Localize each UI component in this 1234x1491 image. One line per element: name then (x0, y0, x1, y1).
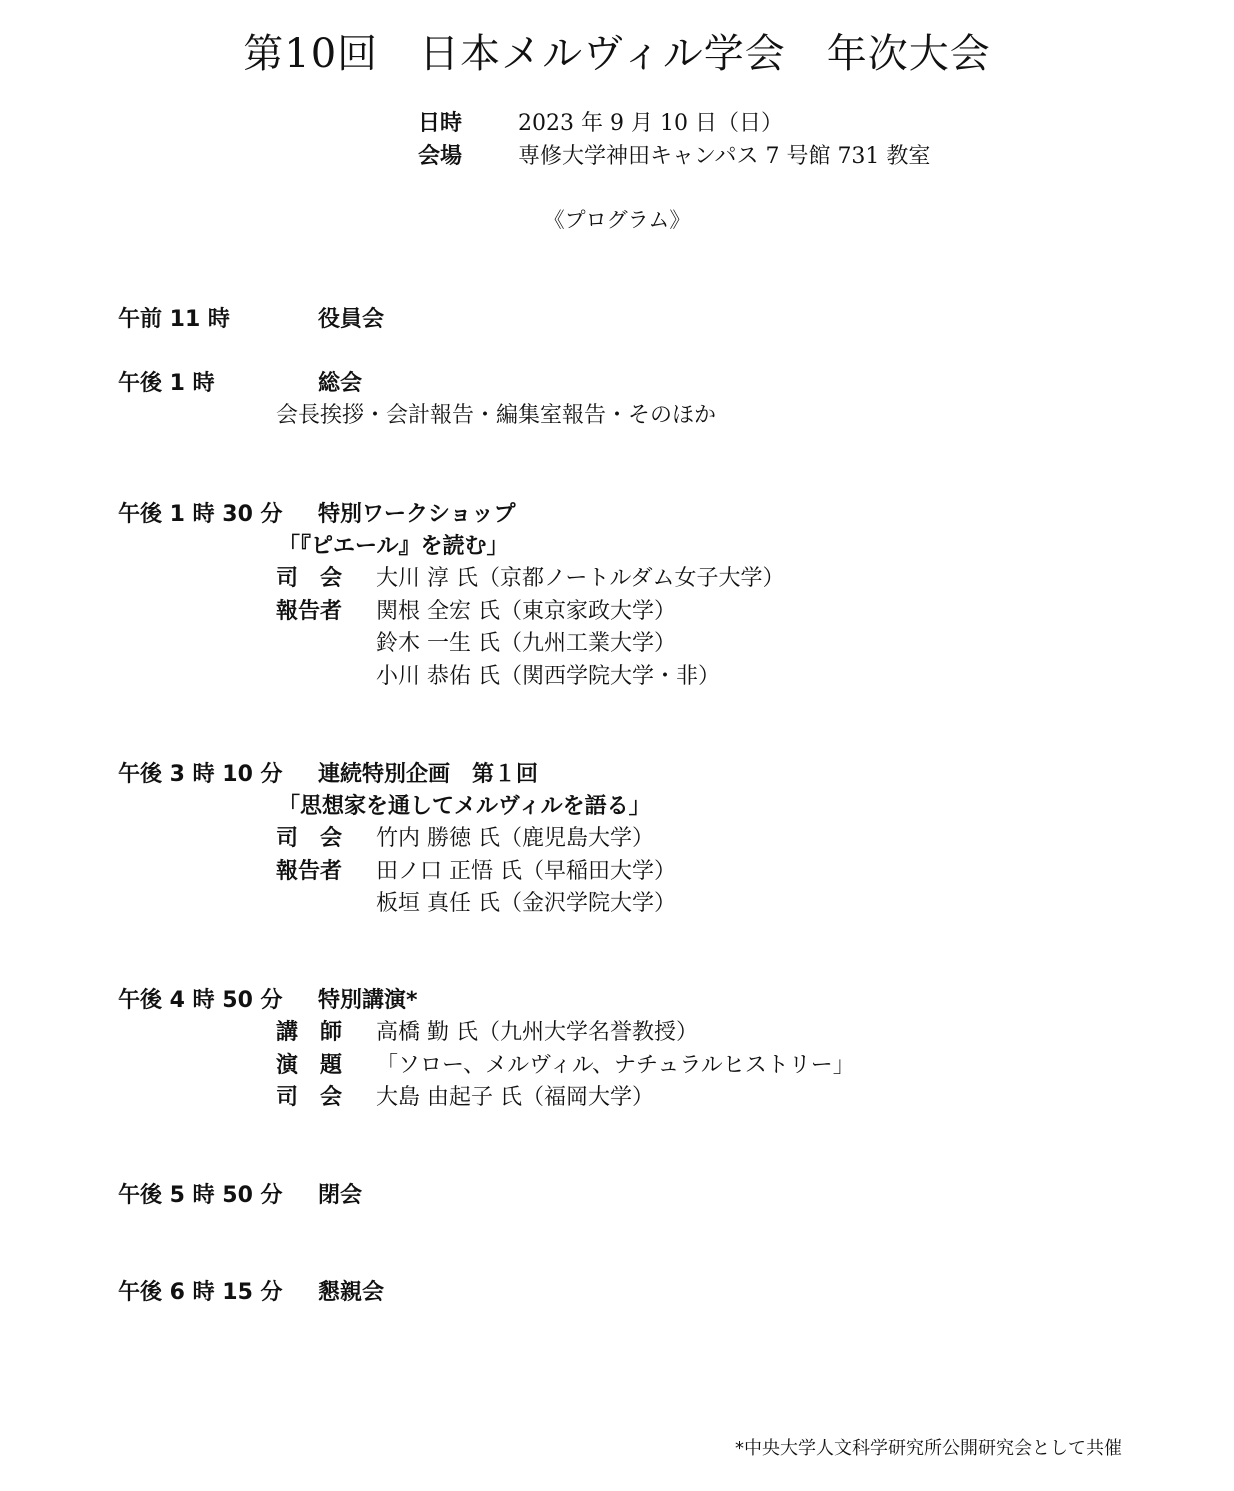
schedule-time: 午後 6 時 15 分 (118, 1280, 283, 1305)
date-label: 日時 (418, 111, 463, 136)
venue-label: 会場 (418, 144, 463, 169)
role-label: 司 会 (276, 826, 343, 851)
program-heading: 《プログラム》 (543, 208, 691, 232)
role-person: 田ノ口 正悟 氏（早稲田大学） (376, 859, 676, 884)
role-label: 司 会 (276, 1085, 343, 1110)
role-person: 小川 恭佑 氏（関西学院大学・非） (376, 664, 720, 689)
role-label: 報告者 (276, 859, 343, 884)
schedule-title: 懇親会 (318, 1280, 385, 1305)
role-person: 竹内 勝徳 氏（鹿児島大学） (376, 826, 654, 851)
role-label: 講 師 (276, 1020, 343, 1045)
date-value: 2023 年 9 月 10 日（日） (518, 111, 783, 136)
schedule-subtitle: 「『ピエール』を読む」 (278, 534, 509, 559)
schedule-title: 特別講演* (318, 988, 418, 1013)
schedule-title: 特別ワークショップ (318, 502, 516, 527)
role-person: 大川 淳 氏（京都ノートルダム女子大学） (376, 566, 785, 591)
schedule-time: 午後 1 時 (118, 371, 215, 396)
role-person: 大島 由起子 氏（福岡大学） (376, 1085, 654, 1110)
schedule-detail: 会長挨拶・会計報告・編集室報告・そのほか (276, 403, 717, 428)
schedule-title: 総会 (318, 371, 363, 396)
schedule-title: 閉会 (318, 1183, 363, 1208)
page-title: 第10回 日本メルヴィル学会 年次大会 (243, 31, 991, 77)
role-label: 司 会 (276, 566, 343, 591)
schedule-time: 午後 4 時 50 分 (118, 988, 283, 1013)
role-label: 報告者 (276, 599, 343, 624)
role-person: 「ソロー、メルヴィル、ナチュラルヒストリー」 (376, 1053, 855, 1078)
schedule-time: 午前 11 時 (118, 307, 230, 332)
role-person: 鈴木 一生 氏（九州工業大学） (376, 631, 676, 656)
schedule-time: 午後 1 時 30 分 (118, 502, 283, 527)
schedule-subtitle: 「思想家を通してメルヴィルを語る」 (278, 794, 651, 819)
footnote: *中央大学人文科学研究所公開研究会として共催 (735, 1438, 1122, 1459)
schedule-time: 午後 3 時 10 分 (118, 762, 283, 787)
role-person: 関根 全宏 氏（東京家政大学） (376, 599, 676, 624)
schedule-title: 役員会 (318, 307, 385, 332)
schedule-time: 午後 5 時 50 分 (118, 1183, 283, 1208)
schedule-title: 連続特別企画 第１回 (318, 762, 539, 787)
role-person: 高橋 勤 氏（九州大学名誉教授） (376, 1020, 698, 1045)
role-person: 板垣 真任 氏（金沢学院大学） (376, 891, 676, 916)
venue-value: 専修大学神田キャンパス 7 号館 731 教室 (518, 144, 931, 169)
role-label: 演 題 (276, 1053, 343, 1078)
